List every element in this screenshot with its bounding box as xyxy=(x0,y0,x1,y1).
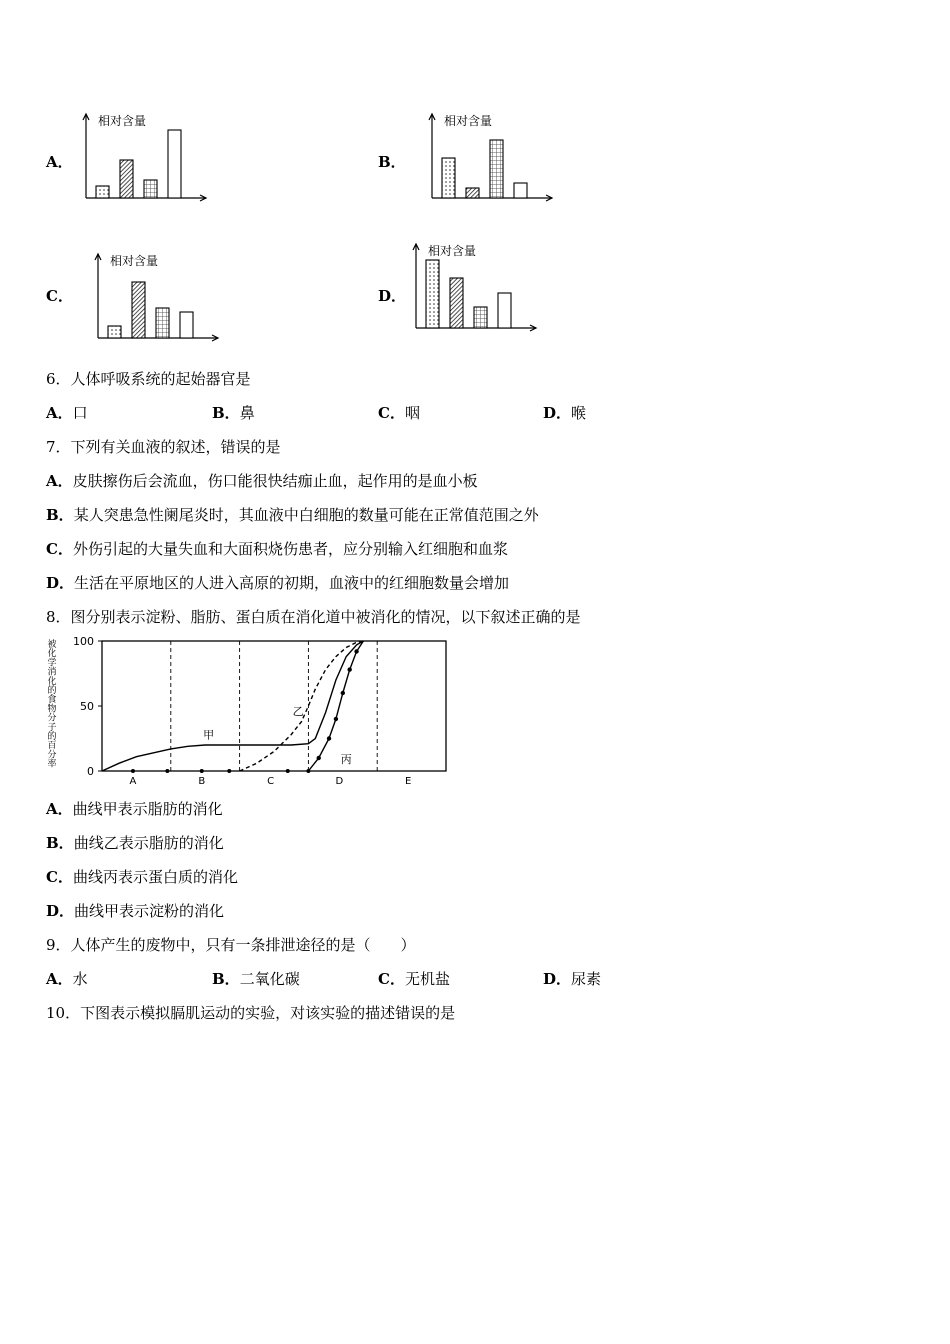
option-text: 曲线乙表示脂肪的消化 xyxy=(73,834,224,852)
bar-chart-b xyxy=(424,108,559,208)
option-text: 鼻 xyxy=(239,404,255,422)
q9-option-a[interactable] xyxy=(46,969,88,989)
bar xyxy=(180,312,193,338)
bar xyxy=(120,160,133,198)
series-point xyxy=(334,717,338,721)
q8-option-d[interactable] xyxy=(46,901,224,921)
option-text: 外伤引起的大量失血和大面积烧伤患者，应分别输入红细胞和血浆 xyxy=(72,540,508,558)
option-label: C． xyxy=(378,970,405,988)
option-label: C． xyxy=(46,287,73,305)
bar xyxy=(96,186,109,198)
region-label: E xyxy=(404,776,412,787)
option-label: D． xyxy=(543,404,572,422)
bar xyxy=(132,282,145,338)
bar-chart-a xyxy=(78,108,213,208)
option-label: D． xyxy=(46,902,75,920)
q6-stem: 6．人体呼吸系统的起始器官是 xyxy=(46,370,251,388)
q6-option-b[interactable] xyxy=(212,403,255,423)
y-axis-label: 相对含量 xyxy=(98,114,147,128)
option-label: D． xyxy=(46,574,75,592)
y-axis-label-char: 被 xyxy=(47,640,57,650)
y-axis-label-char: 的 xyxy=(47,686,57,696)
y-axis-label-char: 子 xyxy=(47,722,57,733)
bar xyxy=(426,260,439,328)
y-axis-label-char: 物 xyxy=(47,704,57,715)
series-point xyxy=(347,667,351,671)
option-text: 曲线甲表示脂肪的消化 xyxy=(72,800,223,818)
series-point xyxy=(327,736,331,740)
y-tick-label: 50 xyxy=(80,700,94,713)
y-axis-label-char: 消 xyxy=(47,667,57,678)
q7-option-b[interactable] xyxy=(46,505,539,525)
option-label: B． xyxy=(212,970,240,988)
q7-option-a[interactable] xyxy=(46,471,478,491)
y-axis-label-char: 分 xyxy=(47,750,57,761)
option-text: 曲线丙表示蛋白质的消化 xyxy=(72,868,238,886)
q9-option-b[interactable] xyxy=(212,969,300,989)
bar xyxy=(490,140,503,198)
y-axis-label-char: 学 xyxy=(47,658,57,669)
option-label: B． xyxy=(46,506,74,524)
q10-stem: 10．下图表示模拟膈肌运动的实验，对该实验的描述错误的是 xyxy=(46,1004,456,1022)
series-label: 丙 xyxy=(340,753,352,767)
bar xyxy=(466,188,479,198)
series-point xyxy=(354,649,358,653)
option-label: B． xyxy=(212,404,240,422)
y-axis-label-char: 率 xyxy=(47,759,57,770)
option-label: B． xyxy=(378,153,406,171)
bar xyxy=(168,130,181,198)
q9-option-c[interactable] xyxy=(378,969,450,989)
series-label: 甲 xyxy=(203,728,215,742)
q6-option-d[interactable] xyxy=(543,403,586,423)
y-axis-label-char: 化 xyxy=(47,676,57,687)
option-text: 二氧化碳 xyxy=(239,970,300,988)
series-line-甲 xyxy=(102,641,363,771)
q8-option-a[interactable] xyxy=(46,799,223,819)
q7-stem: 7．下列有关血液的叙述，错误的是 xyxy=(46,438,281,456)
bar xyxy=(108,326,121,338)
axis-dot xyxy=(165,769,169,773)
bar-chart-c xyxy=(90,248,225,348)
series-point xyxy=(341,691,345,695)
q8-option-b[interactable] xyxy=(46,833,224,853)
y-axis-label: 相对含量 xyxy=(444,114,493,128)
option-text: 口 xyxy=(72,404,88,422)
axis-dot xyxy=(131,769,135,773)
q7-option-d[interactable] xyxy=(46,573,509,593)
bar xyxy=(514,183,527,198)
bar-chart-d xyxy=(408,238,543,338)
bar xyxy=(442,158,455,198)
q7-option-c[interactable] xyxy=(46,539,508,559)
option-text: 某人突患急性阑尾炎时，其血液中白细胞的数量可能在正常值范围之外 xyxy=(73,506,539,524)
option-text: 喉 xyxy=(571,404,587,422)
y-axis-label-char: 食 xyxy=(47,695,57,706)
y-axis-label: 相对含量 xyxy=(110,254,159,268)
y-tick-label: 0 xyxy=(87,765,94,778)
series-point xyxy=(317,756,321,760)
y-axis-label-char: 分 xyxy=(47,713,57,724)
option-label: A． xyxy=(46,404,73,422)
axis-dot xyxy=(286,769,290,773)
region-label: C xyxy=(267,776,275,787)
option-text: 生活在平原地区的人进入高原的初期，血液中的红细胞数量会增加 xyxy=(74,574,510,592)
plot-frame xyxy=(102,641,446,771)
region-label: D xyxy=(335,776,344,787)
bar xyxy=(144,180,157,198)
option-text: 曲线甲表示淀粉的消化 xyxy=(74,902,225,920)
q6-option-c[interactable] xyxy=(378,403,420,423)
option-label: D． xyxy=(543,970,572,988)
option-text: 无机盐 xyxy=(404,970,450,988)
bar xyxy=(156,308,169,338)
option-label: C． xyxy=(46,540,73,558)
bar xyxy=(474,307,487,328)
axis-dot xyxy=(227,769,231,773)
option-label: C． xyxy=(378,404,405,422)
option-label: A． xyxy=(46,970,73,988)
axis-dot xyxy=(200,769,204,773)
option-label: A． xyxy=(46,472,73,490)
option-text: 尿素 xyxy=(571,970,602,988)
q9-option-d[interactable] xyxy=(543,969,601,989)
y-axis-label: 相对含量 xyxy=(428,244,477,258)
y-axis-label-char: 化 xyxy=(47,649,57,660)
option-text: 咽 xyxy=(404,404,420,422)
bar xyxy=(498,293,511,328)
option-text: 皮肤擦伤后会流血，伤口能很快结痂止血，起作用的是血小板 xyxy=(72,472,478,490)
region-label: A xyxy=(129,776,137,787)
region-label: B xyxy=(198,776,206,787)
option-label: B． xyxy=(46,834,74,852)
y-axis-label-char: 百 xyxy=(47,741,57,752)
q6-option-a[interactable] xyxy=(46,403,88,423)
q8-stem: 8．图分别表示淀粉、脂肪、蛋白质在消化道中被消化的情况，以下叙述正确的是 xyxy=(46,608,581,626)
bar xyxy=(450,278,463,328)
q9-stem: 9．人体产生的废物中，只有一条排泄途径的是（ ） xyxy=(46,936,416,954)
series-label: 乙 xyxy=(292,705,304,719)
q8-option-c[interactable] xyxy=(46,867,238,887)
option-label: D． xyxy=(378,287,407,305)
option-label: A． xyxy=(46,153,73,171)
series-line-丙 xyxy=(308,641,363,771)
y-axis-label-char: 的 xyxy=(47,732,57,742)
digestion-chart xyxy=(40,633,460,793)
option-label: C． xyxy=(46,868,73,886)
option-text: 水 xyxy=(72,970,88,988)
y-tick-label: 100 xyxy=(73,635,94,648)
option-label: A． xyxy=(46,800,73,818)
